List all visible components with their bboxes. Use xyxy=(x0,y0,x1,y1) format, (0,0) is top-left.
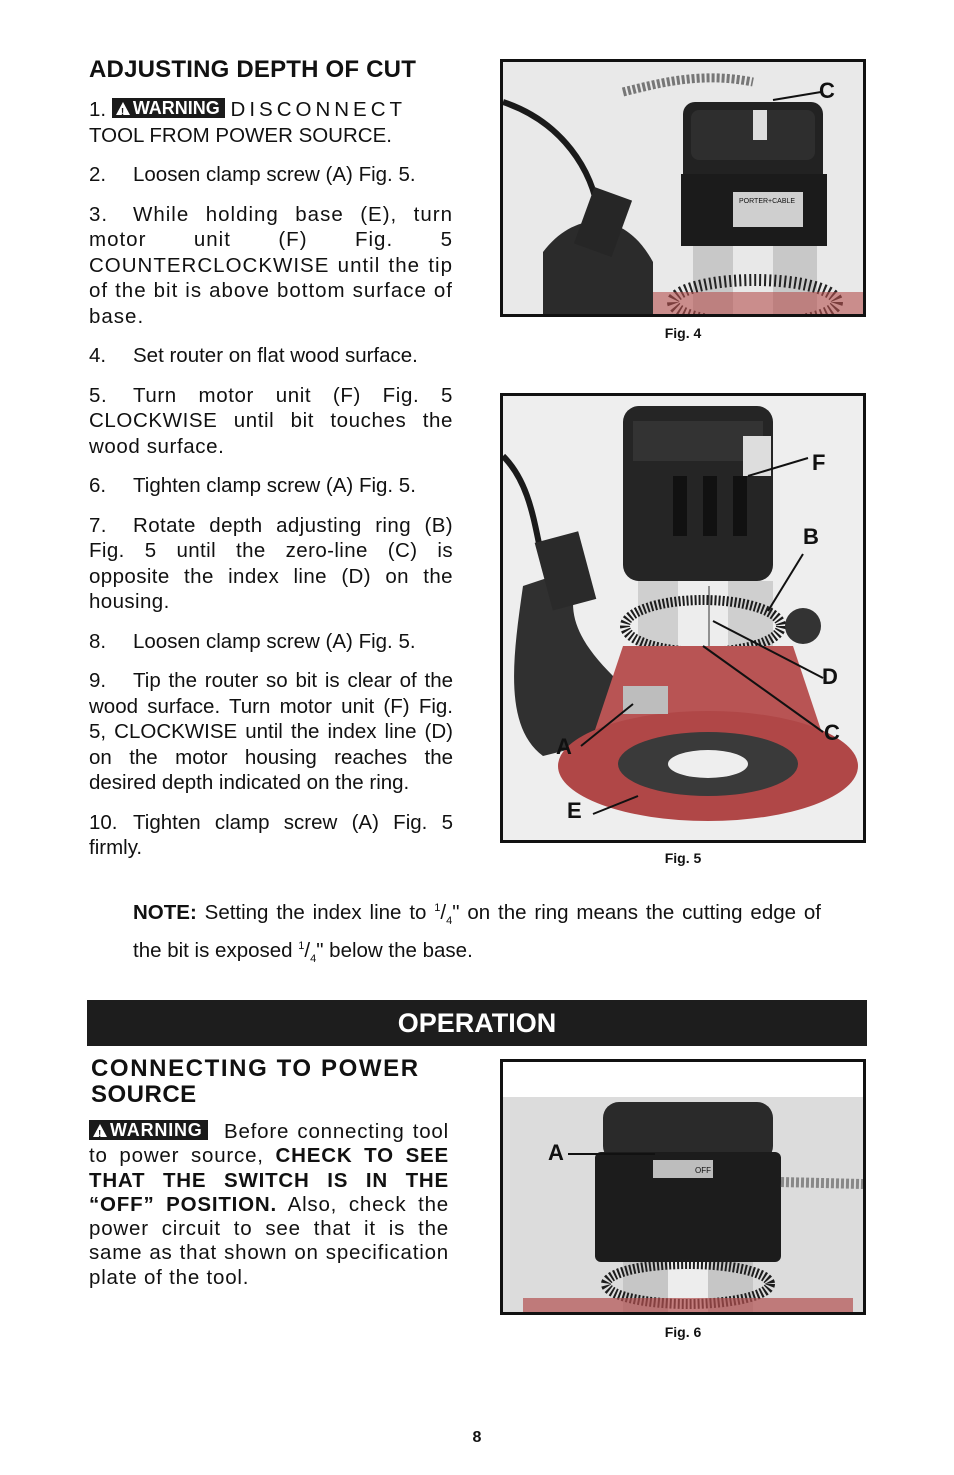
step-7: 7. Rotate depth adjusting ring (B) Fig. 5 until the zero-line (C) is opposite the index line (D) on the housing. xyxy=(89,513,453,613)
fig6-caption: Fig. 6 xyxy=(664,1324,702,1340)
router-side-illustration xyxy=(503,396,863,840)
note-paragraph: NOTE: Setting the index line to $^1/_4$" on the ring means the cutting edge of the bit is exposed $^1/_4$" below the base. xyxy=(133,900,821,966)
step-8: 8. Loosen clamp screw (A) Fig. 5. xyxy=(89,629,416,653)
fig5-callout-f: F xyxy=(812,450,826,475)
fig5-callout-e: E xyxy=(567,798,582,823)
step-2: 2. Loosen clamp screw (A) Fig. 5. xyxy=(89,163,416,186)
fig5-callout-a: A xyxy=(556,734,572,759)
step-1-text: DISCONNECT TOOL FROM POWER SOURCE. xyxy=(89,98,406,147)
warning-triangle-icon xyxy=(116,102,130,115)
page-number: 8 xyxy=(472,1429,482,1446)
section-heading-depth: ADJUSTING DEPTH OF CUT xyxy=(89,56,417,83)
step-9: 9. Tip the router so bit is clear of the wood surface. Turn motor unit (F) Fig. 5, CLOCKWISE until the index line (D) on the motor housing reaches the desired depth indicated on the ring. xyxy=(89,669,453,794)
warning-badge-2: !WARNING xyxy=(89,1120,208,1140)
warning-badge: ! WARNING xyxy=(112,98,225,118)
fig5-caption: Fig. 5 xyxy=(664,850,702,866)
fig6-callout-a: A xyxy=(548,1140,564,1165)
power-warning-paragraph: !WARNING Before connecting tool to power source, CHECK TO SEE THAT THE SWITCH IS IN THE “OFF” POSITION. Also, check the power circuit to see that it is the same as that shown on specification plate of the tool. xyxy=(89,1120,449,1290)
switch-off-text: OFF xyxy=(695,1166,711,1175)
figure-6-photo xyxy=(500,1059,866,1315)
steps-list xyxy=(89,97,453,875)
fig4-caption: Fig. 4 xyxy=(664,325,702,341)
brand-plate-text: PORTER+CABLE xyxy=(739,198,796,205)
step-10: 10. Tighten clamp screw (A) Fig. 5 firmly. xyxy=(89,810,453,859)
router-top-illustration xyxy=(503,62,863,314)
router-switch-illustration xyxy=(503,1062,863,1312)
step-3: 3. While holding base (E), turn motor unit (F) Fig. 5 COUNTERCLOCKWISE until the tip of the bit is above bottom surface of base. xyxy=(89,202,453,328)
step-6: 6. Tighten clamp screw (A) Fig. 5. xyxy=(89,474,416,497)
operation-banner: OPERATION xyxy=(87,1000,867,1046)
step-4: 4. Set router on flat wood surface. xyxy=(89,344,418,367)
fig5-callout-b: B xyxy=(803,524,819,549)
fig4-callout-c: C xyxy=(819,78,835,103)
fig5-callout-c: C xyxy=(824,720,840,745)
step-1: 1. ! WARNING DISCONNECT TOOL FROM POWER SOURCE. xyxy=(89,97,453,148)
fig5-callout-d: D xyxy=(822,664,838,689)
section-heading-power: CONNECTING TO POWER SOURCE xyxy=(91,1055,420,1108)
warning-triangle-icon xyxy=(93,1124,107,1137)
figure-4-photo xyxy=(500,59,866,317)
step-5: 5. Turn motor unit (F) Fig. 5 CLOCKWISE until bit touches the wood surface. xyxy=(89,383,453,458)
